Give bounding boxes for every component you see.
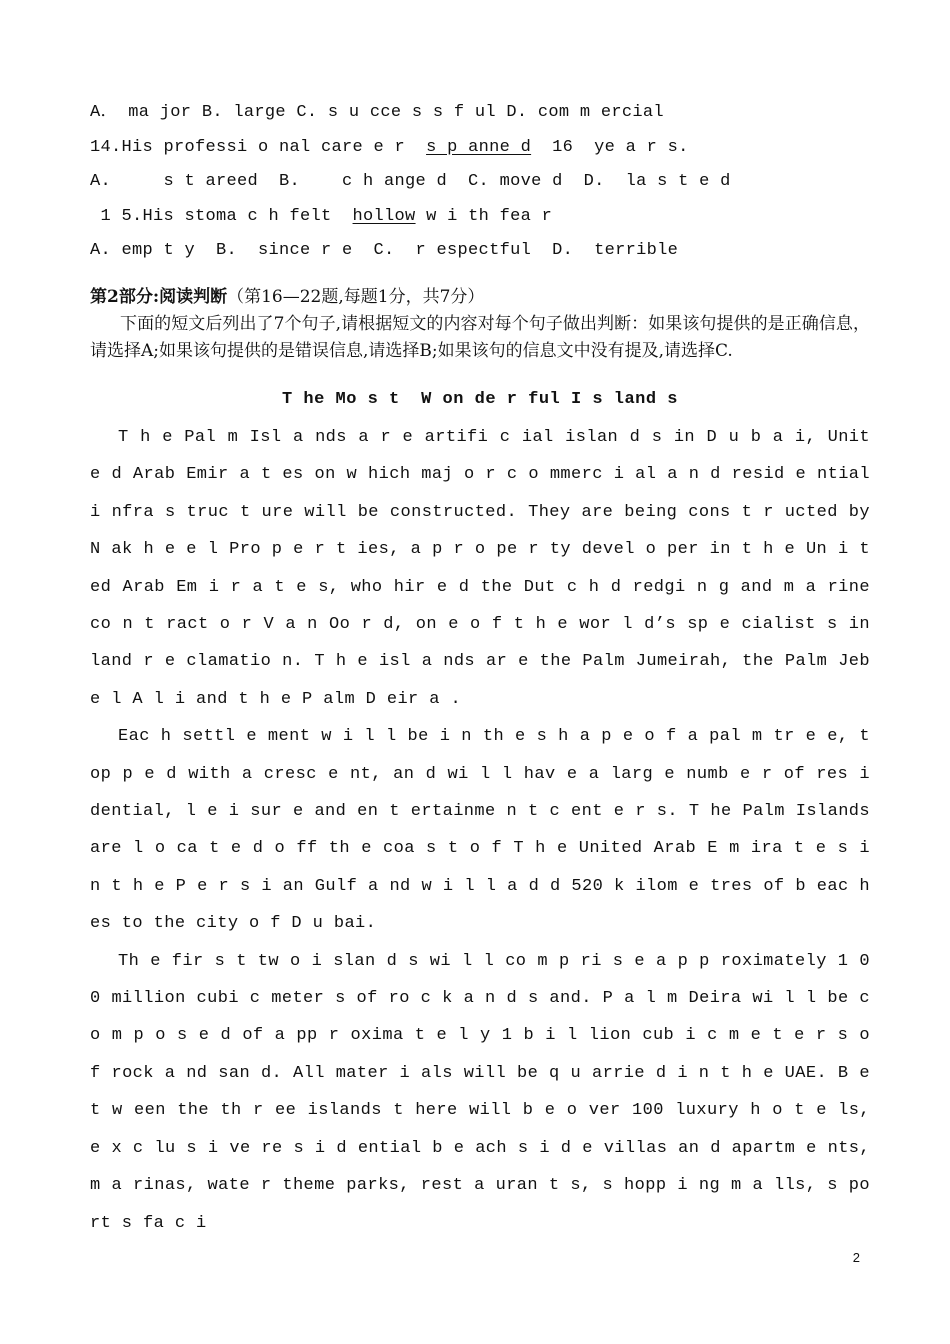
question-15-options: A. emp t y B. since r e C. r espectful D. terrible — [90, 241, 679, 261]
section-2-instructions: 下面的短文后列出了7个句子,请根据短文的内容对每个句子做出判断：如果该句提供的是正确信息，请选择A;如果该句提供的是错误信息,请选择B;如果该句的信息文中没有提及,请选择C. — [90, 313, 870, 361]
question-14-text-after: 16 ye a r s. — [531, 137, 689, 157]
section-2-header — [90, 284, 870, 311]
article-title: T he Mo s t W on de r ful I s land s — [282, 389, 678, 409]
question-15-underlined-word: hollow — [352, 206, 416, 226]
question-14-options: A. s t areed B. c h ange d C. move d D. la s t e d — [90, 172, 731, 192]
question-14 — [90, 131, 870, 166]
document-page — [90, 96, 870, 1242]
page-number: 2 — [852, 1250, 860, 1265]
question-15-text-after: w i th fea r — [415, 206, 553, 226]
question-13-options: A． ma jor B. large C. s u cce s s f ul D. com m ercial — [90, 103, 664, 122]
question-14-text-before: 14.His professi o nal care e r — [90, 137, 427, 157]
question-15 — [90, 200, 870, 235]
article-paragraph-1: T h e Pal m Isl a nds a r e artifi c ial islan d s in D u b a i, Unit e d Arab Emir a t es on w hich maj o r c o mmerc i al a n d resid e ntial i nfra s truc t ure will be constructed. They are being cons t r ucted by N ak h e e l Pro p e r t ies, a p r o pe r ty devel o per in t h e Un i t ed Arab Em i r a t e s, who hir e d the Dut c h d redgi n g and m a rine co n t ract o r V a n Oo r d, on e o f t h e wor l d’s sp e cialist s in land r e clamatio n. T h e isl a nds ar e the Palm Jumeirah, the Palm Jeb e l A l i and t h e P alm D eir a . — [90, 427, 870, 709]
section-2-note: （第16—22题,每题1分，共7分） — [227, 286, 485, 307]
article-paragraph-2: Eac h settl e ment w i l l be i n th e s h a p e o f a pal m tr e e, top p e d with a cresc e nt, an d wi l l hav e a larg e numb e r of res i dential, l e i sur e and en t ertainme n t c ent e r s. T he Palm Islands are l o ca t e d o ff th e coa s t o f T h e United Arab E m ira t e s i n t h e P e r s i an Gulf a nd w i l l a d d 520 k ilom e tres of b eac h es to the city o f D u bai. — [90, 727, 870, 934]
question-14-underlined-word: s p anne d — [426, 137, 532, 157]
article-paragraph-3: Th e fir s t tw o i slan d s wi l l co m p ri s e a p p roximately 1 0 0 million cubi c meter s of ro c k a n d s and. P a l m Deira wi l l be co m p o s e d of a pp r oxima t e l y 1 b i l lion cub i c m e t e r s o f rock a nd san d. All mater i als will be q u arrie d i n t h e UAE. B e t w een the th r ee islands t here will b e o ver 100 luxury h o t e ls, e x c lu s i ve re s i d ential b e ach s i d e villas an d apartm e nts, m a rinas, wate r theme parks, rest a uran t s, s hopp i ng m a lls, s port s fa c i — [90, 951, 870, 1233]
question-15-text-before: 1 5.His stoma c h felt — [90, 206, 353, 226]
section-2-title: 第2部分:阅读判断 — [90, 286, 228, 307]
